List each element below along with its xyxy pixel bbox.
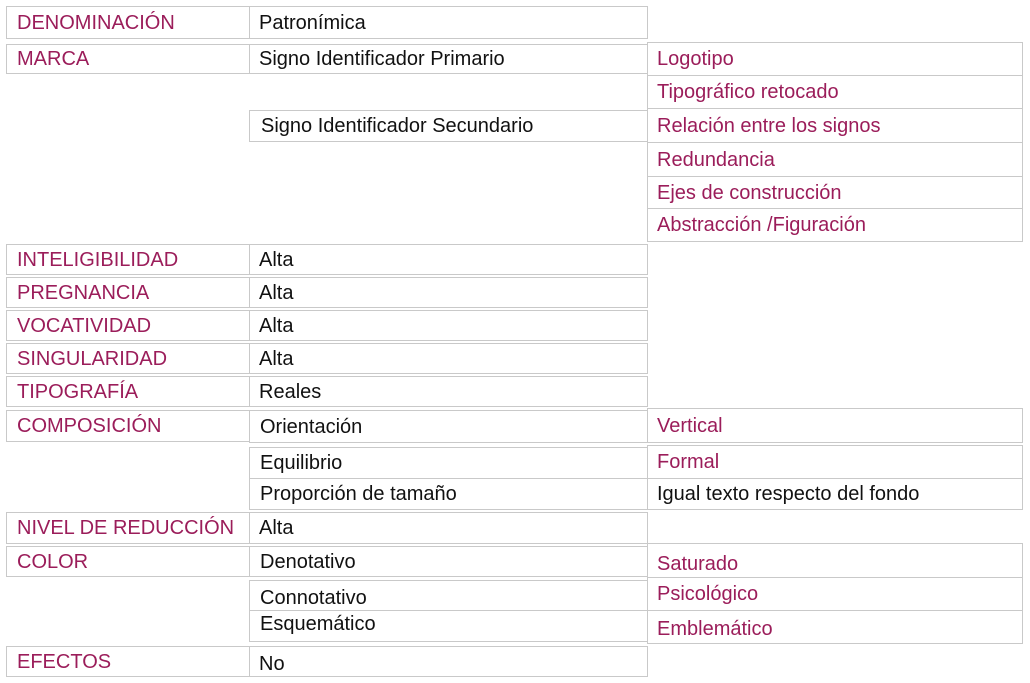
marca-detail-cell (647, 42, 1023, 76)
marca-label-cell (6, 44, 250, 74)
inteligibilidad-value-cell (249, 244, 648, 275)
color-item-value: Saturado (657, 552, 739, 575)
composicion-item-cell (249, 410, 648, 443)
pregnancia-value: Alta (259, 281, 294, 304)
marca-secundario: Signo Identificador Secundario (261, 115, 534, 137)
vocatividad-label-cell (6, 310, 250, 341)
marca-primario: Signo Identificador Primario (259, 48, 505, 70)
marca-detail-cell (647, 75, 1023, 109)
marca-detail-cell (647, 108, 1023, 143)
composicion-value-cell (647, 408, 1023, 443)
color-value-cell (647, 610, 1023, 644)
marca-detail: Redundancia (657, 148, 775, 171)
pregnancia-label: PREGNANCIA (17, 281, 150, 304)
tipografia-value: Reales (259, 380, 322, 403)
marca-secundario-cell (249, 110, 648, 142)
nivel-reduccion-value: Alta (259, 517, 294, 539)
inteligibilidad-label-cell (6, 244, 250, 275)
efectos-label: EFECTOS (17, 650, 112, 673)
tipografia-label-cell (6, 376, 250, 407)
color-item-value: Emblemático (657, 617, 773, 640)
composicion-item-name: Orientación (260, 415, 363, 438)
composicion-item-name: Equilibrio (260, 452, 343, 474)
color-item-name: Connotativo (260, 586, 367, 609)
efectos-label-cell (6, 646, 250, 677)
color-item-name: Esquemático (260, 612, 376, 635)
composicion-item-value: Igual texto respecto del fondo (657, 483, 920, 505)
color-value-cell (647, 577, 1023, 611)
singularidad-value: Alta (259, 347, 294, 370)
inteligibilidad-label: INTELIGIBILIDAD (17, 248, 179, 271)
efectos-value: No (259, 652, 285, 675)
singularidad-label: SINGULARIDAD (17, 347, 168, 370)
color-value-cell (647, 543, 1023, 578)
marca-detail: Relación entre los signos (657, 114, 881, 137)
nivel-reduccion-label-cell (6, 512, 250, 544)
efectos-value-cell (249, 646, 648, 677)
composicion-item-name: Proporción de tamaño (260, 483, 457, 505)
vocatividad-value-cell (249, 310, 648, 341)
color-item-cell (249, 580, 648, 611)
marca-label: MARCA (17, 48, 90, 70)
composicion-label-cell (6, 410, 250, 442)
marca-detail: Abstracción /Figuración (657, 214, 866, 236)
composicion-item-cell (249, 478, 648, 510)
denominacion-value: Patronímica (259, 11, 366, 34)
color-item-value: Psicológico (657, 583, 759, 605)
composicion-value-cell (647, 445, 1023, 479)
composicion-value-cell (647, 478, 1023, 510)
marca-detail: Logotipo (657, 48, 734, 70)
marca-detail: Tipográfico retocado (657, 81, 839, 103)
pregnancia-value-cell (249, 277, 648, 308)
vocatividad-value: Alta (259, 314, 294, 337)
marca-detail-cell (647, 176, 1023, 209)
tipografia-label: TIPOGRAFÍA (17, 380, 139, 403)
nivel-reduccion-label: NIVEL DE REDUCCIÓN (17, 517, 235, 539)
composicion-item-cell (249, 447, 648, 479)
composicion-label: COMPOSICIÓN (17, 415, 162, 437)
singularidad-value-cell (249, 343, 648, 374)
color-item-cell (249, 546, 648, 577)
pregnancia-label-cell (6, 277, 250, 308)
marca-detail-cell (647, 142, 1023, 177)
composicion-item-value: Formal (657, 451, 720, 473)
singularidad-label-cell (6, 343, 250, 374)
marca-primario-cell (249, 44, 648, 74)
color-item-name: Denotativo (260, 550, 356, 573)
denominacion-label-cell (6, 6, 250, 39)
denominacion-label: DENOMINACIÓN (17, 11, 175, 34)
color-item-cell (249, 610, 648, 642)
denominacion-value-cell (249, 6, 648, 39)
tipografia-value-cell (249, 376, 648, 407)
composicion-item-value: Vertical (657, 414, 723, 437)
marca-detail: Ejes de construcción (657, 181, 842, 204)
marca-detail-cell (647, 208, 1023, 242)
inteligibilidad-value: Alta (259, 248, 294, 271)
nivel-reduccion-value-cell (249, 512, 648, 544)
vocatividad-label: VOCATIVIDAD (17, 314, 152, 337)
color-label: COLOR (17, 550, 89, 573)
color-label-cell (6, 546, 250, 577)
